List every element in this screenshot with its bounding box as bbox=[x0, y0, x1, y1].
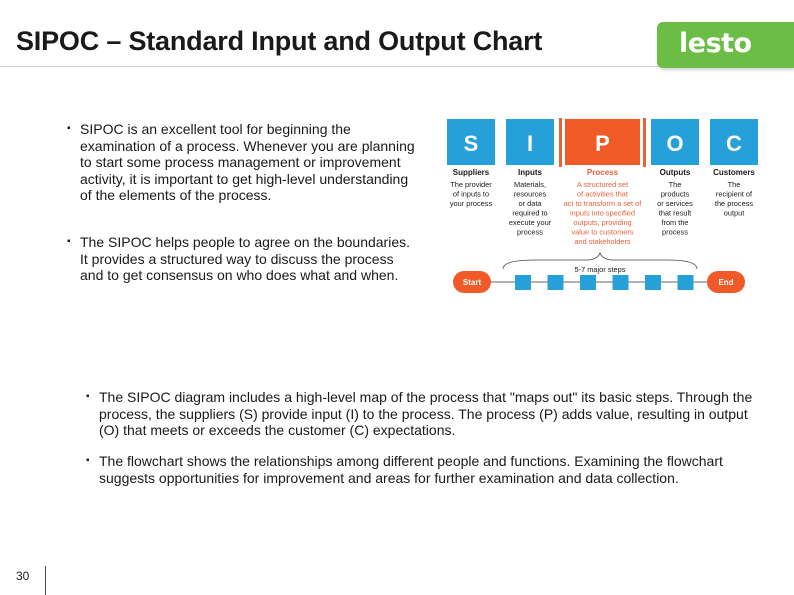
process-step-box bbox=[678, 275, 694, 290]
sipoc-description-line: outputs, providing bbox=[573, 218, 632, 227]
steps-label: 5-7 major steps bbox=[574, 265, 626, 274]
process-step-box bbox=[515, 275, 531, 290]
sipoc-description-line: resources bbox=[513, 189, 547, 199]
sipoc-description-line: of activities that bbox=[577, 189, 628, 199]
sipoc-description-line: output bbox=[723, 208, 745, 218]
divider-bar bbox=[559, 118, 562, 167]
sipoc-heading: Process bbox=[586, 168, 619, 177]
sipoc-description-line: and stakeholders bbox=[574, 237, 631, 246]
bullet-marker: ▪ bbox=[67, 123, 71, 134]
process-step-box bbox=[580, 275, 596, 290]
bullet-marker: ▪ bbox=[86, 391, 90, 402]
sipoc-description-line: Materials, bbox=[513, 180, 547, 189]
bullet-text: The SIPOC diagram includes a high-level map of the process that "maps out" its basic steps. Through the process, the suppliers (S) provide input (I) to the process. The process (P) adds value, resulting in output (O) that meets or exceeds the customer (C) expectations. bbox=[99, 389, 753, 438]
bullet-marker: ▪ bbox=[67, 236, 71, 247]
process-step-box bbox=[548, 275, 564, 290]
page-number: 30 bbox=[16, 569, 30, 583]
bullet-item bbox=[86, 389, 769, 439]
sipoc-description-line: The bbox=[727, 180, 741, 189]
sipoc-description-line: of inputs to bbox=[452, 189, 490, 199]
sipoc-description-line: products bbox=[660, 189, 690, 199]
bullet-text: SIPOC is an excellent tool for beginning the examination of a process. Whenever you are planning to start some process management or improvement activity, it is important to get high-level understanding of the elements of the process. bbox=[80, 121, 415, 203]
bullet-item bbox=[67, 121, 420, 204]
brand-logo bbox=[657, 22, 794, 68]
process-step-box bbox=[613, 275, 629, 290]
sipoc-description-line: A structured set bbox=[576, 180, 629, 189]
sipoc-description-line: inputs into specified bbox=[570, 208, 635, 218]
bullet-marker: ▪ bbox=[86, 455, 90, 466]
sipoc-letter: P bbox=[595, 131, 610, 156]
sipoc-letter: C bbox=[726, 131, 742, 156]
end-label: End bbox=[718, 278, 734, 287]
sipoc-heading: Outputs bbox=[659, 168, 691, 177]
sipoc-description-line: your process bbox=[449, 199, 493, 208]
sipoc-letter: O bbox=[666, 131, 684, 156]
sipoc-description-line: The bbox=[668, 180, 682, 189]
sipoc-diagram bbox=[445, 112, 760, 297]
sipoc-description-line: required to bbox=[512, 208, 548, 218]
process-step-box bbox=[645, 275, 661, 290]
bullet-item bbox=[67, 234, 420, 284]
sipoc-heading: Inputs bbox=[518, 168, 542, 177]
sipoc-description-line: execute your bbox=[508, 218, 552, 227]
sipoc-description-line: or services bbox=[657, 199, 693, 208]
sipoc-heading: Customers bbox=[713, 168, 755, 177]
sipoc-letter: I bbox=[526, 131, 534, 156]
sipoc-description-line: The provider bbox=[450, 180, 492, 189]
bullet-text: The SIPOC helps people to agree on the boundaries. It provides a structured way to discuss the process and to get consensus on who does what and when. bbox=[80, 234, 410, 283]
footer-divider bbox=[45, 566, 46, 595]
bullet-text: The flowchart shows the relationships among different people and functions. Examining the flowchart suggests opportunities for improvement and areas for further examination and data collection. bbox=[99, 453, 723, 486]
sipoc-description-line: process bbox=[662, 227, 688, 237]
slide-title: SIPOC – Standard Input and Output Chart bbox=[16, 26, 543, 56]
start-label: Start bbox=[462, 278, 482, 287]
sipoc-description-line: that result bbox=[658, 208, 692, 218]
divider-bar bbox=[643, 118, 646, 167]
logo-text: lesto bbox=[679, 28, 752, 59]
sipoc-heading: Suppliers bbox=[452, 168, 490, 177]
sipoc-description-line: or data bbox=[518, 199, 542, 208]
sipoc-letter: S bbox=[463, 131, 479, 156]
sipoc-description-line: recipient of bbox=[715, 189, 753, 199]
sipoc-description-line: from the bbox=[661, 218, 689, 227]
sipoc-description-line: value to customers bbox=[571, 227, 634, 237]
sipoc-description-line: the process bbox=[714, 199, 754, 208]
bullet-item bbox=[86, 453, 749, 486]
sipoc-description-line: process bbox=[517, 227, 543, 237]
sipoc-description-line: act to transform a set of bbox=[563, 199, 642, 208]
